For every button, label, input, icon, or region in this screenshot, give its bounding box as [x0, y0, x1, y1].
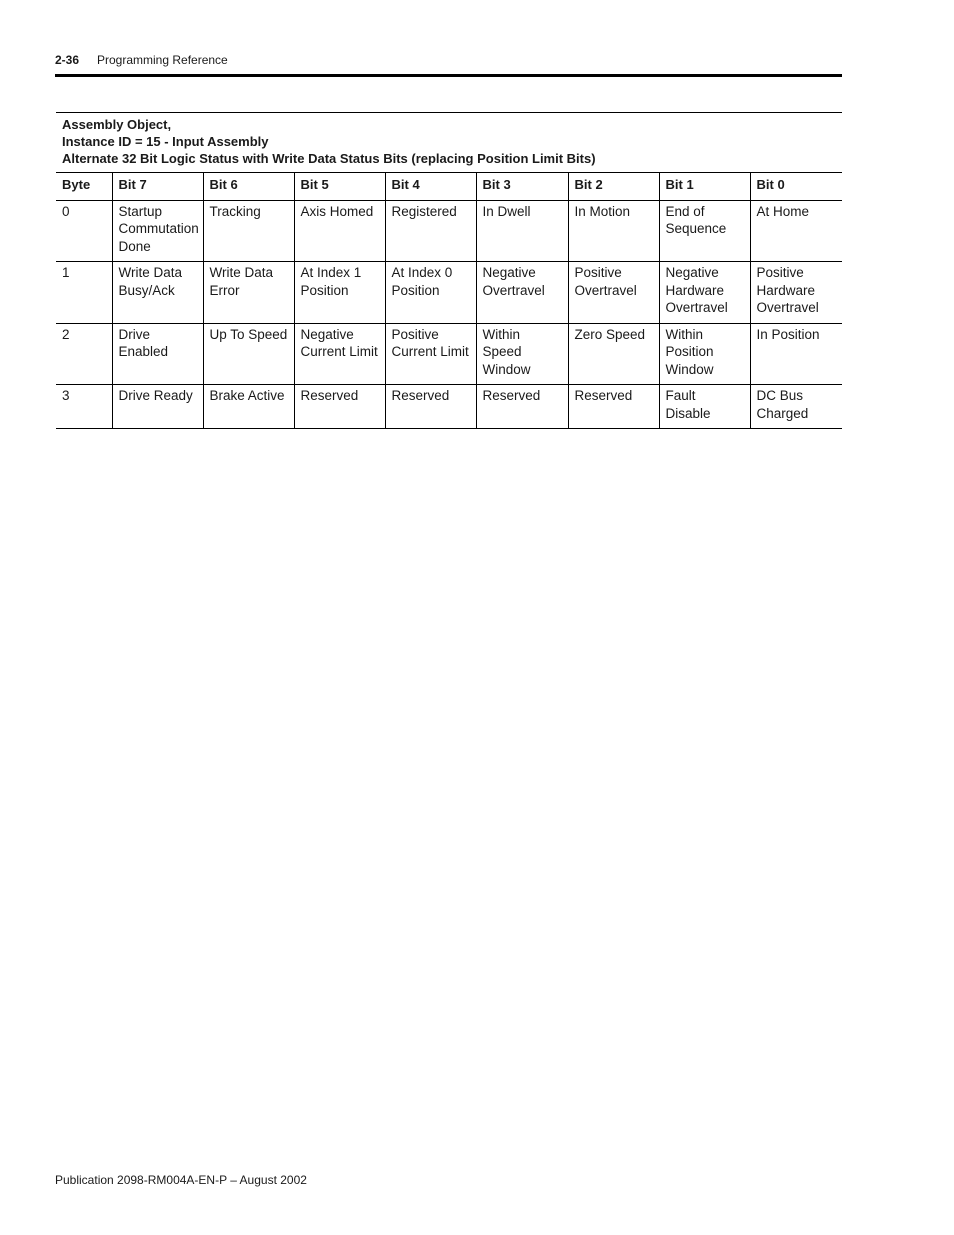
column-header: Bit 1 [659, 173, 750, 201]
table-cell: At Home [750, 200, 842, 262]
table-cell: Positive Current Limit [385, 323, 476, 385]
table-cell: End of Sequence [659, 200, 750, 262]
table-cell: 0 [56, 200, 112, 262]
table-cell: In Dwell [476, 200, 568, 262]
table-cell: Reserved [568, 385, 659, 429]
table-cell: Registered [385, 200, 476, 262]
table-cell: Negative Hardware Overtravel [659, 262, 750, 324]
table-cell: 2 [56, 323, 112, 385]
table-cell: Axis Homed [294, 200, 385, 262]
column-header: Bit 7 [112, 173, 203, 201]
column-header: Bit 6 [203, 173, 294, 201]
table-cell: Write Data Error [203, 262, 294, 324]
table-cell: Zero Speed [568, 323, 659, 385]
header-rule [55, 74, 842, 77]
table-cell: Within Speed Window [476, 323, 568, 385]
table-row [56, 323, 842, 385]
table-cell: Drive Enabled [112, 323, 203, 385]
caption-line: Assembly Object, [62, 117, 172, 132]
table-cell: Reserved [476, 385, 568, 429]
table-caption [56, 112, 842, 172]
caption-line: Instance ID = 15 - Input Assembly [62, 134, 269, 149]
publication-footer: Publication 2098-RM004A-EN-P – August 2002 [55, 1173, 307, 1187]
table-cell: In Motion [568, 200, 659, 262]
table-cell: Negative Current Limit [294, 323, 385, 385]
table-cell: Reserved [385, 385, 476, 429]
bit-status-table [56, 172, 842, 429]
column-header: Bit 5 [294, 173, 385, 201]
table-cell: 3 [56, 385, 112, 429]
table-cell: Tracking [203, 200, 294, 262]
table-cell: Within Position Window [659, 323, 750, 385]
column-header: Bit 0 [750, 173, 842, 201]
table-cell: In Position [750, 323, 842, 385]
section-title: Programming Reference [97, 53, 228, 67]
table-cell: Reserved [294, 385, 385, 429]
table-cell: DC Bus Charged [750, 385, 842, 429]
table-cell: 1 [56, 262, 112, 324]
column-header: Bit 3 [476, 173, 568, 201]
table-cell: Up To Speed [203, 323, 294, 385]
column-header: Bit 4 [385, 173, 476, 201]
page-header [55, 52, 842, 76]
page-number: 2-36 [55, 53, 80, 67]
table-cell: Write Data Busy/Ack [112, 262, 203, 324]
table-header-row [56, 173, 842, 201]
table-cell: Fault Disable [659, 385, 750, 429]
table-cell: Negative Overtravel [476, 262, 568, 324]
caption-line: Alternate 32 Bit Logic Status with Write Data Status Bits (replacing Position Limit Bits) [62, 151, 596, 166]
table-cell: Drive Ready [112, 385, 203, 429]
table-row [56, 200, 842, 262]
table-cell: At Index 1 Position [294, 262, 385, 324]
table-row [56, 262, 842, 324]
table-row [56, 385, 842, 429]
column-header: Byte [56, 173, 112, 201]
table-cell: At Index 0 Position [385, 262, 476, 324]
table-cell: Positive Hardware Overtravel [750, 262, 842, 324]
table-cell: Brake Active [203, 385, 294, 429]
assembly-table-block [56, 112, 842, 429]
table-cell: Startup Commutation Done [112, 200, 203, 262]
column-header: Bit 2 [568, 173, 659, 201]
table-cell: Positive Overtravel [568, 262, 659, 324]
